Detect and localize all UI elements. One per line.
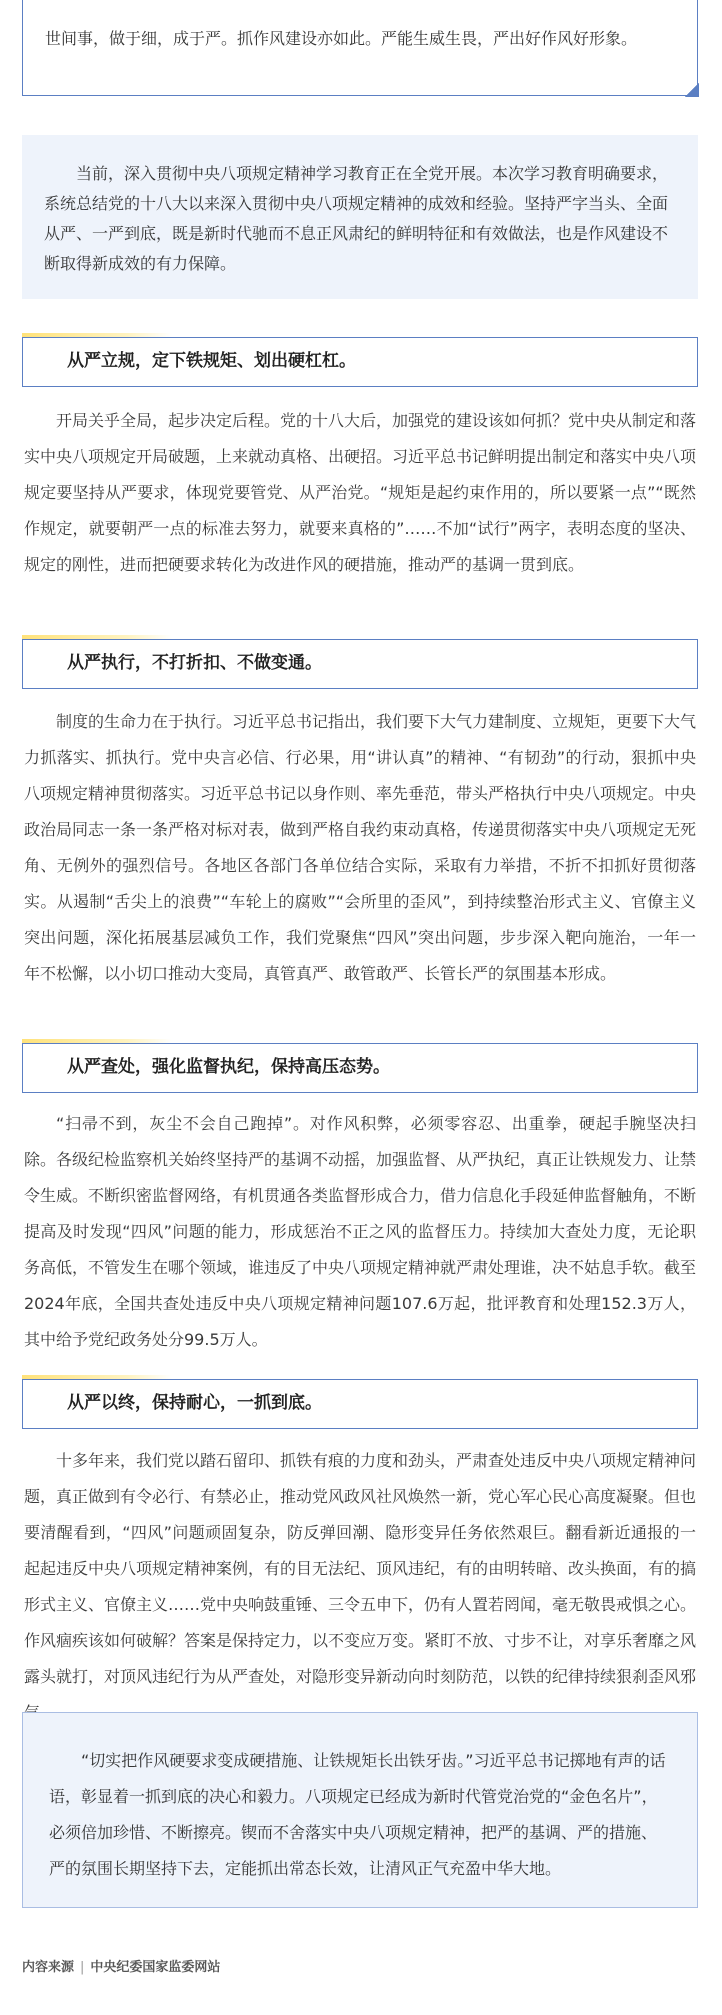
section-title-3: 从严查处，强化监督执纪，保持高压态势。 <box>22 1043 698 1093</box>
section-body-1: 开局关乎全局，起步决定后程。党的十八大后，加强党的建设该如何抓？党中央从制定和落实中央八项规定开局破题，上来就动真格、出硬招。习近平总书记鲜明提出制定和落实中央八项规定要坚持从严要求，体现党要管党、从严治党。“规矩是起约束作用的，所以要紧一点”“既然作规定，就要朝严一点的标准去努力，就要来真格的”……不加“试行”两字，表明态度的坚决、规定的刚性，进而把硬要求转化为改进作风的硬措施，推动严的基调一贯到底。 <box>24 411 697 574</box>
section-header-4 <box>22 1375 698 1433</box>
section-header-1 <box>22 333 698 391</box>
section-body-3: “扫帚不到，灰尘不会自己跑掉”。对作风积弊，必须零容忍、出重拳，硬起手腕坚决扫除。各级纪检监察机关始终坚持严的基调不动摇，加强监督、从严执纪，真正让铁规发力、让禁令生威。不断织密监督网络，有机贯通各类监督形成合力，借力信息化手段延伸监督触角，不断提高及时发现“四风”问题的能力，形成惩治不正之风的监督压力。持续加大查处力度，无论职务高低，不管发生在哪个领域，谁违反了中央八项规定精神就严肃处理谁，决不姑息手软。截至2024年底，全国共查处违反中央八项规定精神问题107.6万起，批评教育和处理152.3万人，其中给予党纪政务处分99.5万人。 <box>24 1114 697 1349</box>
section-header-3 <box>22 1039 698 1097</box>
section-title-2: 从严执行，不打折扣、不做变通。 <box>22 639 698 689</box>
summary-text: 当前，深入贯彻中央八项规定精神学习教育正在全党开展。本次学习教育明确要求，系统总结党的十八大以来深入贯彻中央八项规定精神的成效和经验。坚持严字当头、全面从严、一严到底，既是新时代驰而不息正风肃纪的鲜明特征和有效做法，也是作风建设不断取得新成效的有力保障。 <box>44 164 669 273</box>
section-body-4: 十多年来，我们党以踏石留印、抓铁有痕的力度和劲头，严肃查处违反中央八项规定精神问题，真正做到有令必行、有禁必止，推动党风政风社风焕然一新，党心军心民心高度凝聚。但也要清醒看到，“四风”问题顽固复杂，防反弹回潮、隐形变异任务依然艰巨。翻看新近通报的一起起违反中央八项规定精神案例，有的目无法纪、顶风违纪，有的由明转暗、改头换面，有的搞形式主义、官僚主义……党中央响鼓重锤、三令五申下，仍有人置若罔闻，毫无敬畏戒惧之心。作风痼疾该如何破解？答案是保持定力，以不变应万变。紧盯不放、寸步不让，对享乐奢靡之风露头就打，对顶风违纪行为从严查处，对隐形变异新动向时刻防范，以铁的纪律持续狠刹歪风邪 <box>24 1451 697 1686</box>
source-label: 内容来源 <box>22 1960 75 1975</box>
section-body-2: 制度的生命力在于执行。习近平总书记指出，我们要下大气力建制度、立规矩，更要下大气力抓落实、抓执行。党中央言必信、行必果，用“讲认真”的精神、“有韧劲”的行动，狠抓中央八项规定精神贯彻落实。习近平总书记以身作则、率先垂范，带头严格执行中央八项规定。中央政治局同志一条一条严格对标对表，做到严格自我约束动真格，传递贯彻落实中央八项规定无死角、无例外的强烈信号。各地区各部门各单位结合实际，采取有力举措，不折不扣抓好贯彻落实。从遏制“舌尖上的浪费”“车轮上的腐败”“会所里的歪风”，到持续整治形式主义、官僚主义突出问题，深化拓展基层减负工作，我们党聚焦“四风”突出问题，步步深入靶向施治，一年一年不松懈，以小切口推动大变局，真管真严、敢管敢严、长管长严的氛围基本形成。 <box>24 712 697 983</box>
intro-quote-box <box>22 0 698 96</box>
content-source <box>22 1956 220 1975</box>
section-title-4: 从严以终，保持耐心，一抓到底。 <box>22 1379 698 1429</box>
closing-text: “切实把作风硬要求变成硬措施、让铁规矩长出铁牙齿。”习近平总书记掷地有声的话语，彰显着一抓到底的决心和毅力。八项规定已经成为新时代管党治党的“金色名片”，必须倍加珍惜、不断擦亮。锲而不舍落实中央八项规定精神，把严的基调、严的措施、严的氛围长期坚持下去，定能抓出常态长效，让清风正气充盈中华大地。 <box>49 1751 666 1878</box>
intro-text: 世间事，做于细，成于严。抓作风建设亦如此。严能生威生畏，严出好作风好形象。 <box>45 29 638 48</box>
section-header-2 <box>22 635 698 693</box>
section-title-1: 从严立规，定下铁规矩、划出硬杠杠。 <box>22 337 698 387</box>
summary-box <box>22 135 698 299</box>
source-divider: | <box>80 1960 85 1975</box>
source-link[interactable]: 中央纪委国家监委网站 <box>90 1960 221 1975</box>
corner-fold-decoration <box>685 83 699 97</box>
closing-box <box>22 1712 698 1908</box>
